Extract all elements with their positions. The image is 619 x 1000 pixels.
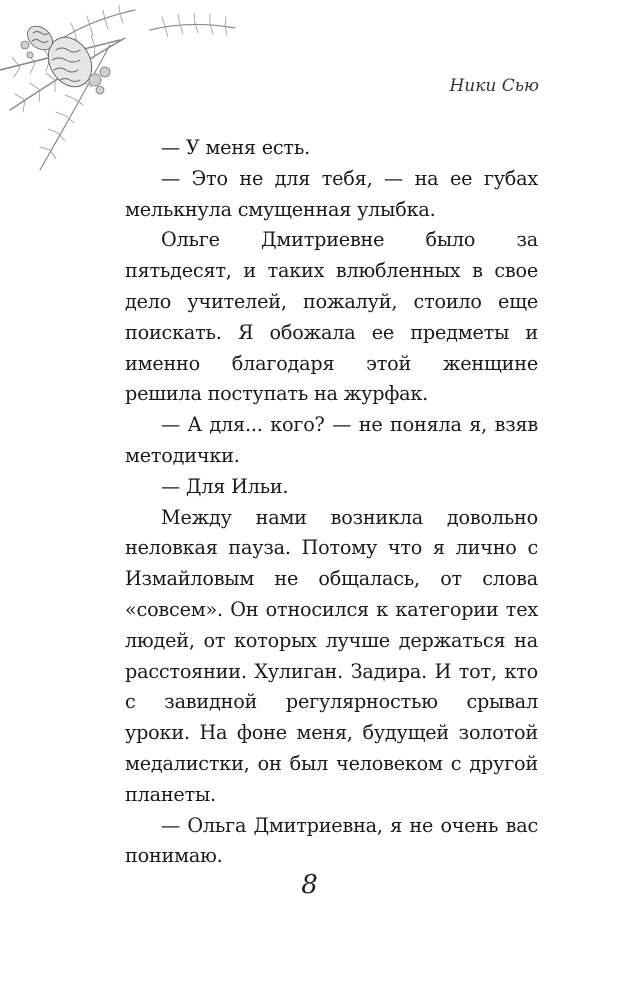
paragraph: Между нами возникла довольно неловкая пауза. Потому что я лично с Измайловым не общалась, от слова «совсем». Он относился к категории тех людей, от которых лучше держаться на расстоянии. Хулиган. Задира. И тот, кто с завидной регулярностью срывал уроки. На фоне меня, будущей золотой медалистки, он был человеком с другой планеты. xyxy=(125,505,538,806)
paragraph: — Это не для тебя, — на ее губах мелькнула смущенная улыбка. xyxy=(125,166,538,221)
paragraph: Ольге Дмитриевне было за пятьдесят, и таких влюбленных в свое дело учителей, пожалуй, стоило еще поискать. Я обожала ее предметы и именно благодаря этой женщине решила поступать на журфак. xyxy=(125,228,538,406)
paragraph: — А для... кого? — не поняла я, взяв методички. xyxy=(125,413,538,467)
body-text xyxy=(125,133,538,872)
running-head-author: Ники Сью xyxy=(449,76,539,96)
paragraph: — Для Ильи. xyxy=(161,474,289,498)
page-number: 8 xyxy=(301,870,318,900)
paragraph: — У меня есть. xyxy=(161,136,310,159)
paragraph: — Ольга Дмитриевна, я не очень вас понимаю. xyxy=(125,813,538,868)
